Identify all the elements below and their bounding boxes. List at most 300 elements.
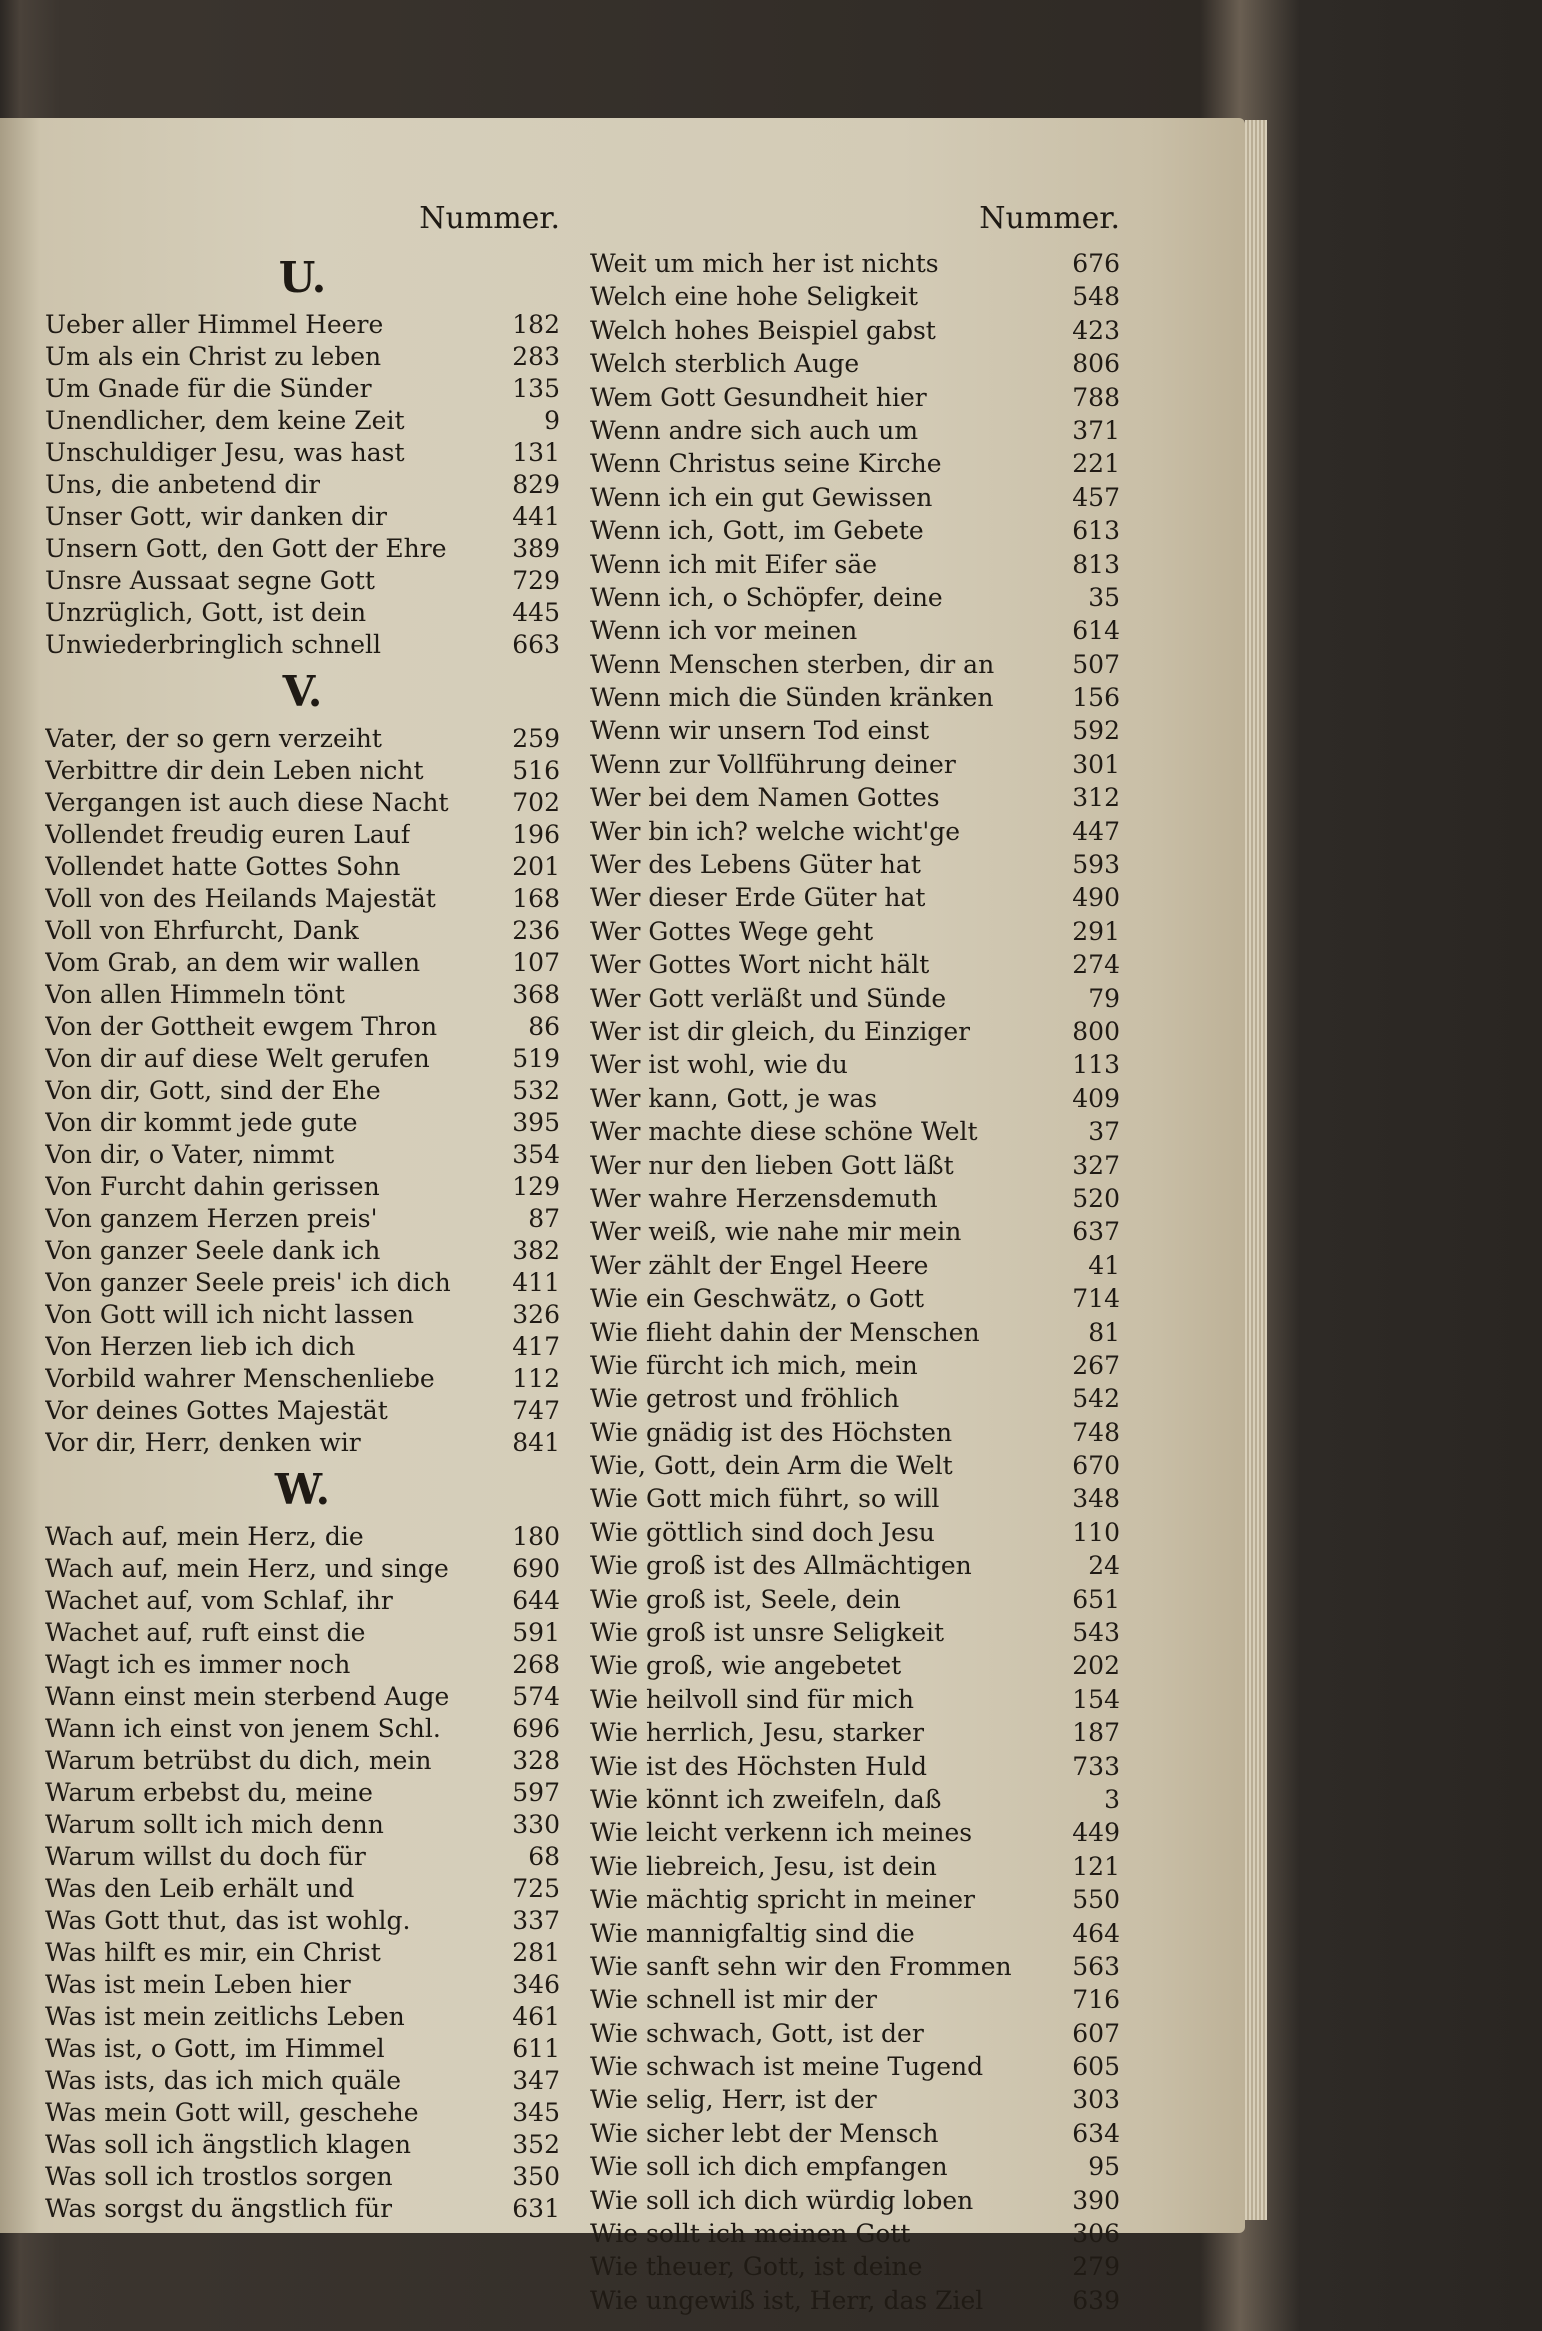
index-entry bbox=[590, 1282, 1120, 1315]
index-entry bbox=[45, 1395, 560, 1427]
hymn-title: Wer machte diese schöne Welt bbox=[590, 1117, 978, 1147]
hymn-title: Wie theuer, Gott, ist deine bbox=[590, 2252, 923, 2282]
hymn-number: 519 bbox=[512, 1044, 560, 1073]
hymn-number: 563 bbox=[1072, 1951, 1120, 1981]
index-entry bbox=[45, 979, 560, 1011]
hymn-title: Warum betrübst du dich, mein bbox=[45, 1746, 432, 1775]
index-entry bbox=[45, 1363, 560, 1395]
index-entry bbox=[45, 1171, 560, 1203]
index-entry bbox=[590, 2050, 1120, 2083]
hymn-title: Vollendet freudig euren Lauf bbox=[45, 820, 411, 849]
hymn-number: 532 bbox=[512, 1076, 560, 1105]
index-sections bbox=[45, 247, 560, 2225]
index-entry bbox=[590, 1917, 1120, 1950]
index-entry bbox=[590, 414, 1120, 447]
hymn-title: Wenn Christus seine Kirche bbox=[590, 449, 942, 479]
hymn-title: Von Gott will ich nicht lassen bbox=[45, 1300, 414, 1329]
index-entry bbox=[590, 347, 1120, 380]
index-entry bbox=[45, 1299, 560, 1331]
index-entry bbox=[590, 1048, 1120, 1081]
index-entry bbox=[590, 247, 1120, 280]
hymn-title: Was hilft es mir, ein Christ bbox=[45, 1938, 381, 1967]
index-entry bbox=[590, 1015, 1120, 1048]
hymn-title: Was Gott thut, das ist wohlg. bbox=[45, 1906, 411, 1935]
index-entry bbox=[590, 1249, 1120, 1282]
hymn-title: Welch eine hohe Seligkeit bbox=[590, 282, 919, 312]
hymn-title: Vor dir, Herr, denken wir bbox=[45, 1428, 361, 1457]
index-entry bbox=[45, 309, 560, 341]
hymn-number: 291 bbox=[1072, 916, 1120, 946]
index-entry bbox=[590, 1649, 1120, 1682]
index-entry bbox=[590, 1950, 1120, 1983]
index-entry bbox=[590, 714, 1120, 747]
hymn-number: 733 bbox=[1072, 1751, 1120, 1781]
section-letter: W. bbox=[274, 1465, 331, 1514]
index-entry bbox=[45, 819, 560, 851]
hymn-number: 813 bbox=[1072, 549, 1120, 579]
hymn-title: Welch hohes Beispiel gabst bbox=[590, 315, 936, 345]
hymn-number: 395 bbox=[512, 1108, 560, 1137]
hymn-number: 423 bbox=[1072, 315, 1120, 345]
index-entry bbox=[590, 280, 1120, 313]
hymn-title: Wer bei dem Namen Gottes bbox=[590, 783, 940, 813]
hymn-title: Wie soll ich dich würdig loben bbox=[590, 2185, 974, 2215]
column-header: Nummer. bbox=[979, 201, 1120, 236]
hymn-number: 841 bbox=[512, 1428, 560, 1457]
hymn-number: 303 bbox=[1072, 2085, 1120, 2115]
hymn-number: 354 bbox=[512, 1140, 560, 1169]
index-entry bbox=[45, 629, 560, 661]
index-entry bbox=[590, 447, 1120, 480]
hymn-number: 201 bbox=[512, 852, 560, 881]
hymn-title: Von dir kommt jede gute bbox=[45, 1108, 358, 1137]
index-entry bbox=[590, 1583, 1120, 1616]
hymn-title: Von ganzer Seele dank ich bbox=[45, 1236, 381, 1265]
hymn-title: Wie gnädig ist des Höchsten bbox=[590, 1417, 953, 1447]
hymn-title: Warum erbebst du, meine bbox=[45, 1778, 373, 1807]
hymn-number: 135 bbox=[512, 374, 560, 403]
hymn-number: 614 bbox=[1072, 616, 1120, 646]
index-entry bbox=[590, 1382, 1120, 1415]
hymn-number: 613 bbox=[1072, 516, 1120, 546]
hymn-number: 337 bbox=[512, 1906, 560, 1935]
hymn-title: Wann ich einst von jenem Schl. bbox=[45, 1714, 441, 1743]
hymn-title: Was ist mein Leben hier bbox=[45, 1970, 351, 1999]
hymn-number: 350 bbox=[512, 2162, 560, 2191]
hymn-number: 236 bbox=[512, 916, 560, 945]
index-entry bbox=[45, 565, 560, 597]
index-entry bbox=[45, 1841, 560, 1873]
index-entry bbox=[45, 1043, 560, 1075]
hymn-number: 202 bbox=[1072, 1651, 1120, 1681]
page-edges bbox=[1245, 120, 1267, 2220]
hymn-number: 330 bbox=[512, 1810, 560, 1839]
index-entry bbox=[590, 481, 1120, 514]
hymn-number: 464 bbox=[1072, 1918, 1120, 1948]
hymn-title: Was sorgst du ängstlich für bbox=[45, 2194, 393, 2223]
hymn-title: Wie mächtig spricht in meiner bbox=[590, 1885, 975, 1915]
hymn-title: Voll von des Heilands Majestät bbox=[45, 884, 436, 913]
hymn-number: 129 bbox=[512, 1172, 560, 1201]
hymn-number: 35 bbox=[1088, 582, 1120, 612]
hymn-number: 68 bbox=[528, 1842, 560, 1871]
hymn-number: 382 bbox=[512, 1236, 560, 1265]
hymn-title: Warum sollt ich mich denn bbox=[45, 1810, 384, 1839]
index-entry bbox=[590, 748, 1120, 781]
index-entry bbox=[45, 1745, 560, 1777]
hymn-number: 550 bbox=[1072, 1885, 1120, 1915]
hymn-title: Wie fürcht ich mich, mein bbox=[590, 1350, 918, 1380]
hymn-title: Von dir, Gott, sind der Ehe bbox=[45, 1076, 381, 1105]
index-entry bbox=[45, 1139, 560, 1171]
hymn-number: 259 bbox=[512, 724, 560, 753]
hymn-number: 326 bbox=[512, 1300, 560, 1329]
index-entry bbox=[590, 1750, 1120, 1783]
hymn-number: 131 bbox=[512, 438, 560, 467]
index-entry bbox=[590, 2184, 1120, 2217]
hymn-number: 37 bbox=[1088, 1117, 1120, 1147]
hymn-number: 79 bbox=[1088, 983, 1120, 1013]
hymn-number: 95 bbox=[1088, 2152, 1120, 2182]
hymn-number: 607 bbox=[1072, 2018, 1120, 2048]
hymn-title: Wie groß ist, Seele, dein bbox=[590, 1584, 901, 1614]
index-entry bbox=[45, 915, 560, 947]
hymn-title: Wachet auf, ruft einst die bbox=[45, 1618, 366, 1647]
hymn-number: 281 bbox=[512, 1938, 560, 1967]
hymn-title: Von Furcht dahin gerissen bbox=[45, 1172, 380, 1201]
hymn-number: 457 bbox=[1072, 482, 1120, 512]
hymn-number: 180 bbox=[512, 1522, 560, 1551]
hymn-number: 156 bbox=[1072, 683, 1120, 713]
hymn-number: 368 bbox=[512, 980, 560, 1009]
hymn-number: 81 bbox=[1088, 1317, 1120, 1347]
index-entry bbox=[590, 2284, 1120, 2317]
hymn-title: Verbittre dir dein Leben nicht bbox=[45, 756, 424, 785]
index-entry bbox=[590, 1215, 1120, 1248]
hymn-title: Von ganzer Seele preis' ich dich bbox=[45, 1268, 451, 1297]
hymn-number: 449 bbox=[1072, 1818, 1120, 1848]
hymn-number: 829 bbox=[512, 470, 560, 499]
index-entry bbox=[590, 2217, 1120, 2250]
hymn-number: 345 bbox=[512, 2098, 560, 2127]
hymn-title: Wie schnell ist mir der bbox=[590, 1985, 877, 2015]
hymn-title: Wer Gottes Wort nicht hält bbox=[590, 950, 930, 980]
index-entry bbox=[45, 1585, 560, 1617]
hymn-title: Warum willst du doch für bbox=[45, 1842, 366, 1871]
hymn-title: Wer ist wohl, wie du bbox=[590, 1050, 848, 1080]
hymn-number: 447 bbox=[1072, 816, 1120, 846]
hymn-number: 631 bbox=[512, 2194, 560, 2223]
index-entry bbox=[45, 437, 560, 469]
hymn-title: Wie getrost und fröhlich bbox=[590, 1384, 900, 1414]
index-entry bbox=[45, 947, 560, 979]
left-column bbox=[45, 195, 560, 2225]
hymn-number: 187 bbox=[1072, 1718, 1120, 1748]
index-entry bbox=[45, 1809, 560, 1841]
index-entry bbox=[590, 848, 1120, 881]
right-column bbox=[590, 195, 1120, 2317]
index-entry bbox=[45, 2161, 560, 2193]
hymn-title: Wach auf, mein Herz, die bbox=[45, 1522, 364, 1551]
hymn-title: Wie selig, Herr, ist der bbox=[590, 2085, 877, 2115]
index-entry bbox=[590, 548, 1120, 581]
hymn-number: 107 bbox=[512, 948, 560, 977]
hymn-number: 301 bbox=[1072, 749, 1120, 779]
index-entry bbox=[590, 2250, 1120, 2283]
hymn-number: 725 bbox=[512, 1874, 560, 1903]
hymn-number: 696 bbox=[512, 1714, 560, 1743]
index-entry bbox=[45, 2193, 560, 2225]
index-entry bbox=[590, 1482, 1120, 1515]
hymn-number: 542 bbox=[1072, 1384, 1120, 1414]
index-entry bbox=[45, 1713, 560, 1745]
hymn-title: Wie göttlich sind doch Jesu bbox=[590, 1517, 935, 1547]
hymn-number: 274 bbox=[1072, 950, 1120, 980]
index-entry bbox=[590, 1883, 1120, 1916]
index-entry bbox=[590, 1850, 1120, 1883]
hymn-number: 714 bbox=[1072, 1284, 1120, 1314]
hymn-title: Wie ungewiß ist, Herr, das Ziel bbox=[590, 2285, 984, 2315]
hymn-title: Wie sollt ich meinen Gott bbox=[590, 2219, 911, 2249]
hymn-title: Wenn Menschen sterben, dir an bbox=[590, 649, 995, 679]
index-entry bbox=[590, 2017, 1120, 2050]
index-entry bbox=[45, 1681, 560, 1713]
index-entry bbox=[45, 501, 560, 533]
hymn-title: Wie liebreich, Jesu, ist dein bbox=[590, 1851, 937, 1881]
hymn-title: Was ist mein zeitlichs Leben bbox=[45, 2002, 405, 2031]
hymn-number: 411 bbox=[512, 1268, 560, 1297]
hymn-number: 637 bbox=[1072, 1217, 1120, 1247]
index-entry bbox=[590, 1716, 1120, 1749]
hymn-title: Wann einst mein sterbend Auge bbox=[45, 1682, 450, 1711]
index-entry bbox=[45, 469, 560, 501]
index-entry bbox=[45, 1969, 560, 2001]
hymn-title: Wie ist des Höchsten Huld bbox=[590, 1751, 927, 1781]
hymn-title: Wer Gott verläßt und Sünde bbox=[590, 983, 947, 1013]
hymn-title: Wie schwach ist meine Tugend bbox=[590, 2052, 984, 2082]
hymn-title: Wenn wir unsern Tod einst bbox=[590, 716, 930, 746]
hymn-title: Wer weiß, wie nahe mir mein bbox=[590, 1217, 962, 1247]
index-entry bbox=[45, 1267, 560, 1299]
index-entry bbox=[590, 1416, 1120, 1449]
hymn-title: Wie heilvoll sind für mich bbox=[590, 1684, 914, 1714]
hymn-title: Wie soll ich dich empfangen bbox=[590, 2152, 948, 2182]
hymn-number: 168 bbox=[512, 884, 560, 913]
hymn-number: 520 bbox=[1072, 1183, 1120, 1213]
index-entry bbox=[590, 614, 1120, 647]
hymn-number: 328 bbox=[512, 1746, 560, 1775]
hymn-title: Weit um mich her ist nichts bbox=[590, 249, 939, 278]
hymn-title: Was den Leib erhält und bbox=[45, 1874, 355, 1903]
hymn-number: 327 bbox=[1072, 1150, 1120, 1180]
index-entry bbox=[45, 1011, 560, 1043]
hymn-title: Unsern Gott, den Gott der Ehre bbox=[45, 534, 447, 563]
hymn-number: 729 bbox=[512, 566, 560, 595]
hymn-title: Wenn ich, Gott, im Gebete bbox=[590, 516, 924, 546]
hymn-number: 87 bbox=[528, 1204, 560, 1233]
hymn-number: 670 bbox=[1072, 1451, 1120, 1481]
hymn-number: 283 bbox=[512, 342, 560, 371]
hymn-number: 445 bbox=[512, 598, 560, 627]
hymn-title: Wenn zur Vollführung deiner bbox=[590, 749, 956, 779]
hymn-title: Wie könnt ich zweifeln, daß bbox=[590, 1784, 942, 1814]
section-letter: U. bbox=[278, 253, 327, 302]
hymn-title: Wenn andre sich auch um bbox=[590, 415, 919, 445]
hymn-title: Wie Gott mich führt, so will bbox=[590, 1484, 940, 1514]
index-entry bbox=[590, 781, 1120, 814]
hymn-title: Wie schwach, Gott, ist der bbox=[590, 2018, 924, 2048]
hymn-title: Welch sterblich Auge bbox=[590, 349, 860, 379]
index-entry bbox=[590, 1316, 1120, 1349]
hymn-title: Vergangen ist auch diese Nacht bbox=[45, 788, 449, 817]
index-entry bbox=[590, 1816, 1120, 1849]
index-entry bbox=[590, 681, 1120, 714]
index-entry bbox=[590, 2117, 1120, 2150]
index-entry bbox=[590, 948, 1120, 981]
index-entry bbox=[45, 1905, 560, 1937]
hymn-title: Wer wahre Herzensdemuth bbox=[590, 1183, 938, 1213]
index-entry bbox=[590, 648, 1120, 681]
hymn-title: Vom Grab, an dem wir wallen bbox=[45, 948, 421, 977]
hymn-title: Von ganzem Herzen preis' bbox=[45, 1204, 378, 1233]
hymn-number: 121 bbox=[1072, 1851, 1120, 1881]
hymn-number: 597 bbox=[512, 1778, 560, 1807]
hymn-number: 409 bbox=[1072, 1083, 1120, 1113]
index-entry bbox=[45, 1331, 560, 1363]
hymn-number: 591 bbox=[512, 1618, 560, 1647]
index-entry bbox=[45, 597, 560, 629]
hymn-number: 461 bbox=[512, 2002, 560, 2031]
index-entry bbox=[45, 1617, 560, 1649]
hymn-number: 516 bbox=[512, 756, 560, 785]
hymn-title: Wie, Gott, dein Arm die Welt bbox=[590, 1451, 953, 1481]
hymn-title: Unwiederbringlich schnell bbox=[45, 630, 382, 659]
hymn-number: 543 bbox=[1072, 1618, 1120, 1648]
hymn-number: 389 bbox=[512, 534, 560, 563]
hymn-title: Wer nur den lieben Gott läßt bbox=[590, 1150, 954, 1180]
hymn-number: 507 bbox=[1072, 649, 1120, 679]
hymn-number: 196 bbox=[512, 820, 560, 849]
index-entry bbox=[590, 1449, 1120, 1482]
hymn-title: Vater, der so gern verzeiht bbox=[45, 724, 382, 753]
hymn-title: Vorbild wahrer Menschenliebe bbox=[45, 1364, 435, 1393]
index-entry bbox=[590, 581, 1120, 614]
hymn-number: 112 bbox=[512, 1364, 560, 1393]
hymn-number: 221 bbox=[1072, 449, 1120, 479]
index-entry bbox=[590, 1115, 1120, 1148]
index-entry bbox=[45, 1649, 560, 1681]
hymn-number: 676 bbox=[1072, 249, 1120, 278]
hymn-title: Vollendet hatte Gottes Sohn bbox=[45, 852, 401, 881]
hymn-number: 306 bbox=[1072, 2219, 1120, 2249]
hymn-number: 441 bbox=[512, 502, 560, 531]
hymn-title: Unsre Aussaat segne Gott bbox=[45, 566, 375, 595]
hymn-title: Wenn ich, o Schöpfer, deine bbox=[590, 582, 943, 612]
hymn-number: 748 bbox=[1072, 1417, 1120, 1447]
hymn-number: 390 bbox=[1072, 2185, 1120, 2215]
index-entry bbox=[590, 381, 1120, 414]
hymn-title: Wie sanft sehn wir den Frommen bbox=[590, 1951, 1012, 1981]
hymn-title: Wie groß ist des Allmächtigen bbox=[590, 1551, 972, 1581]
hymn-title: Unendlicher, dem keine Zeit bbox=[45, 406, 405, 435]
hymn-number: 747 bbox=[512, 1396, 560, 1425]
hymn-title: Unser Gott, wir danken dir bbox=[45, 502, 387, 531]
hymn-title: Wer Gottes Wege geht bbox=[590, 916, 874, 946]
index-entry bbox=[45, 1777, 560, 1809]
hymn-title: Wie groß ist unsre Seligkeit bbox=[590, 1618, 945, 1648]
hymn-number: 86 bbox=[528, 1012, 560, 1041]
index-entry bbox=[590, 1783, 1120, 1816]
hymn-number: 268 bbox=[512, 1650, 560, 1679]
index-entry bbox=[590, 815, 1120, 848]
hymn-title: Was mein Gott will, geschehe bbox=[45, 2098, 419, 2127]
hymn-title: Unschuldiger Jesu, was hast bbox=[45, 438, 405, 467]
index-entry bbox=[45, 373, 560, 405]
hymn-number: 788 bbox=[1072, 382, 1120, 412]
index-entry bbox=[590, 514, 1120, 547]
hymn-number: 113 bbox=[1072, 1050, 1120, 1080]
hymn-number: 800 bbox=[1072, 1016, 1120, 1046]
hymn-title: Voll von Ehrfurcht, Dank bbox=[45, 916, 359, 945]
hymn-number: 663 bbox=[512, 630, 560, 659]
hymn-title: Wie groß, wie angebetet bbox=[590, 1651, 902, 1681]
hymn-title: Was ist, o Gott, im Himmel bbox=[45, 2034, 385, 2063]
hymn-number: 548 bbox=[1072, 282, 1120, 312]
hymn-number: 348 bbox=[1072, 1484, 1120, 1514]
hymn-title: Ueber aller Himmel Heere bbox=[45, 310, 384, 339]
index-entry bbox=[45, 755, 560, 787]
index-entry bbox=[45, 1553, 560, 1585]
hymn-title: Wenn ich mit Eifer säe bbox=[590, 549, 878, 579]
hymn-title: Von dir auf diese Welt gerufen bbox=[45, 1044, 430, 1073]
hymn-number: 574 bbox=[512, 1682, 560, 1711]
hymn-number: 24 bbox=[1088, 1551, 1120, 1581]
hymn-number: 639 bbox=[1072, 2285, 1120, 2315]
index-entry bbox=[45, 883, 560, 915]
hymn-title: Wie mannigfaltig sind die bbox=[590, 1918, 915, 1948]
index-entry bbox=[590, 314, 1120, 347]
hymn-number: 182 bbox=[512, 310, 560, 339]
hymn-number: 154 bbox=[1072, 1684, 1120, 1714]
hymn-title: Vor deines Gottes Majestät bbox=[45, 1396, 388, 1425]
index-entry bbox=[590, 1616, 1120, 1649]
hymn-number: 417 bbox=[512, 1332, 560, 1361]
index-entry bbox=[45, 1203, 560, 1235]
hymn-number: 690 bbox=[512, 1554, 560, 1583]
index-entry bbox=[45, 1873, 560, 1905]
hymn-number: 644 bbox=[512, 1586, 560, 1615]
hymn-number: 593 bbox=[1072, 850, 1120, 880]
hymn-title: Wie ein Geschwätz, o Gott bbox=[590, 1284, 925, 1314]
hymn-number: 611 bbox=[512, 2034, 560, 2063]
hymn-title: Wem Gott Gesundheit hier bbox=[590, 382, 927, 412]
index-entry bbox=[45, 2033, 560, 2065]
hymn-title: Was soll ich trostlos sorgen bbox=[45, 2162, 393, 2191]
hymn-title: Von dir, o Vater, nimmt bbox=[45, 1140, 335, 1169]
hymn-number: 3 bbox=[1104, 1784, 1120, 1814]
hymn-number: 806 bbox=[1072, 349, 1120, 379]
hymn-title: Wach auf, mein Herz, und singe bbox=[45, 1554, 449, 1583]
index-entry bbox=[45, 1521, 560, 1553]
hymn-title: Wenn mich die Sünden kränken bbox=[590, 683, 994, 713]
hymn-number: 110 bbox=[1072, 1517, 1120, 1547]
hymn-number: 605 bbox=[1072, 2052, 1120, 2082]
hymn-title: Wenn ich vor meinen bbox=[590, 616, 858, 646]
hymn-number: 592 bbox=[1072, 716, 1120, 746]
hymn-title: Wie flieht dahin der Menschen bbox=[590, 1317, 980, 1347]
hymn-title: Wer des Lebens Güter hat bbox=[590, 850, 921, 880]
index-entry bbox=[590, 1082, 1120, 1115]
